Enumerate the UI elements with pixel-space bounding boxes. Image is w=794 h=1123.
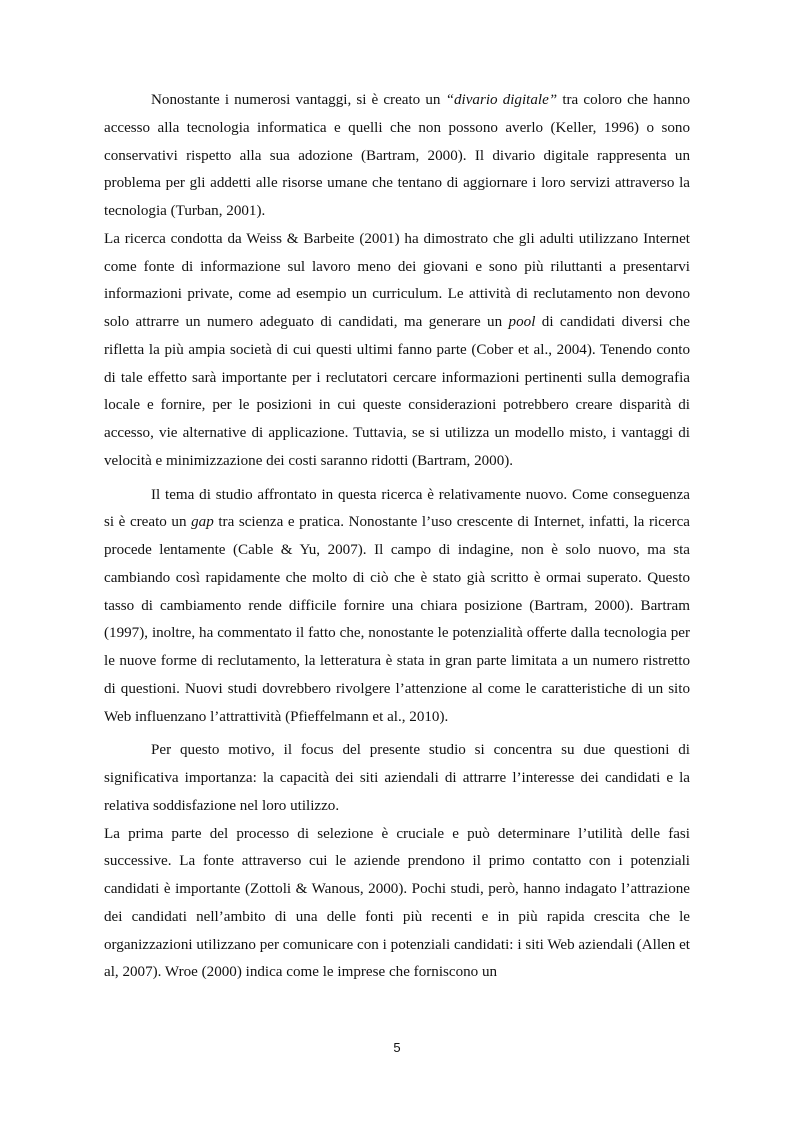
paragraph-digital-divide [104, 87, 690, 226]
text-run: tra scienza e pratica. Nonostante l’uso crescente di Internet, infatti, la ricerca procede lentamente (Cable & Yu, 2007). Il campo di indagine, non è solo nuovo, ma sta cambiando così rapidamente che molto di ciò che è stato già scritto è ormai superato. Questo tasso di cambiamento rende difficile fornire una chiara posizione (Bartram, 2000). Bartram (1997), inoltre, ha commentato il fatto che, nonostante le potenzialità offerte dalla tecnologia per le nuove forme di reclutamento, la letteratura è stata in gran parte limitata a un numero ristretto di questioni. Nuovi studi dovrebbero rivolgere l’attenzione al come le caratteristiche di un sito Web influenzano l’attrattività (Pfieffelmann et al., 2010). [104, 514, 690, 725]
text-run: Il tema di studio affrontato in questa ricerca è relativamente nuovo. Come conseguenza si è creato un [104, 486, 690, 531]
paragraph-selection-process [104, 821, 690, 988]
text-run: tra coloro che hanno accesso alla tecnologia informatica e quelli che non possono averlo (Keller, 1996) o sono conservativi rispetto alla sua adozione (Bartram, 2000). Il divario digitale rappresenta un problema per gli addetti alle risorse umane che tentano di aggiornare i loro servizi attraverso la tecnologia (Turban, 2001). [104, 92, 691, 219]
text-run: di candidati diversi che rifletta la più ampia società di cui questi ultimi fanno parte (Cober et al., 2004). Tenendo conto di tale effetto sarà importante per i reclutatori cercare informazioni pertinenti sulla demografia locale e fornire, per le posizioni in cui queste considerazioni potrebbero creare disparità di accesso, vie alternative di applicazione. Tuttavia, se si utilizza un modello misto, i vantaggi di velocità e minimizzazione dei costi saranno ridotti (Bartram, 2000). [104, 314, 691, 469]
text-run: Per questo motivo, il focus del presente studio si concentra su due questioni di significativa importanza: la capacità dei siti aziendali di attrarre l’interesse dei candidati e la relativa soddisfazione nel loro utilizzo. [104, 742, 690, 814]
text-run: La ricerca condotta da Weiss & Barbeite (2001) ha dimostrato che gli adulti utilizzano Internet come fonte di informazione sul lavoro meno dei giovani e sono più riluttanti a presentarvi informazioni private, come ad esempio un curriculum. Le attività di reclutamento non devono solo attrarre un numero adeguato di candidati, ma generare un [104, 230, 690, 330]
paragraph-study-focus [104, 737, 690, 820]
paragraph-research-gap [104, 482, 690, 732]
text-run-italic: gap [191, 514, 214, 531]
page-number: 5 [393, 1040, 401, 1055]
text-run: La prima parte del processo di selezione è cruciale e può determinare l’utilità delle fasi successive. La fonte attraverso cui le aziende prendono il primo contatto con i potenziali candidati è importante (Zottoli & Wanous, 2000). Pochi studi, però, hanno indagato l’attrazione dei candidati nell’ambito di una delle fonti più recenti e in più rapida crescita che le organizzazioni utilizzano per comunicare con i potenziali candidati: i siti Web aziendali (Allen et al, 2007). Wroe (2000) indica come le imprese che forniscono un [104, 825, 690, 981]
paragraph-weiss-barbeite [104, 226, 690, 476]
text-run: Nonostante i numerosi vantaggi, si è creato un [151, 92, 446, 108]
text-run-italic: pool [508, 314, 536, 330]
text-run-italic: “divario digitale” [445, 92, 558, 108]
